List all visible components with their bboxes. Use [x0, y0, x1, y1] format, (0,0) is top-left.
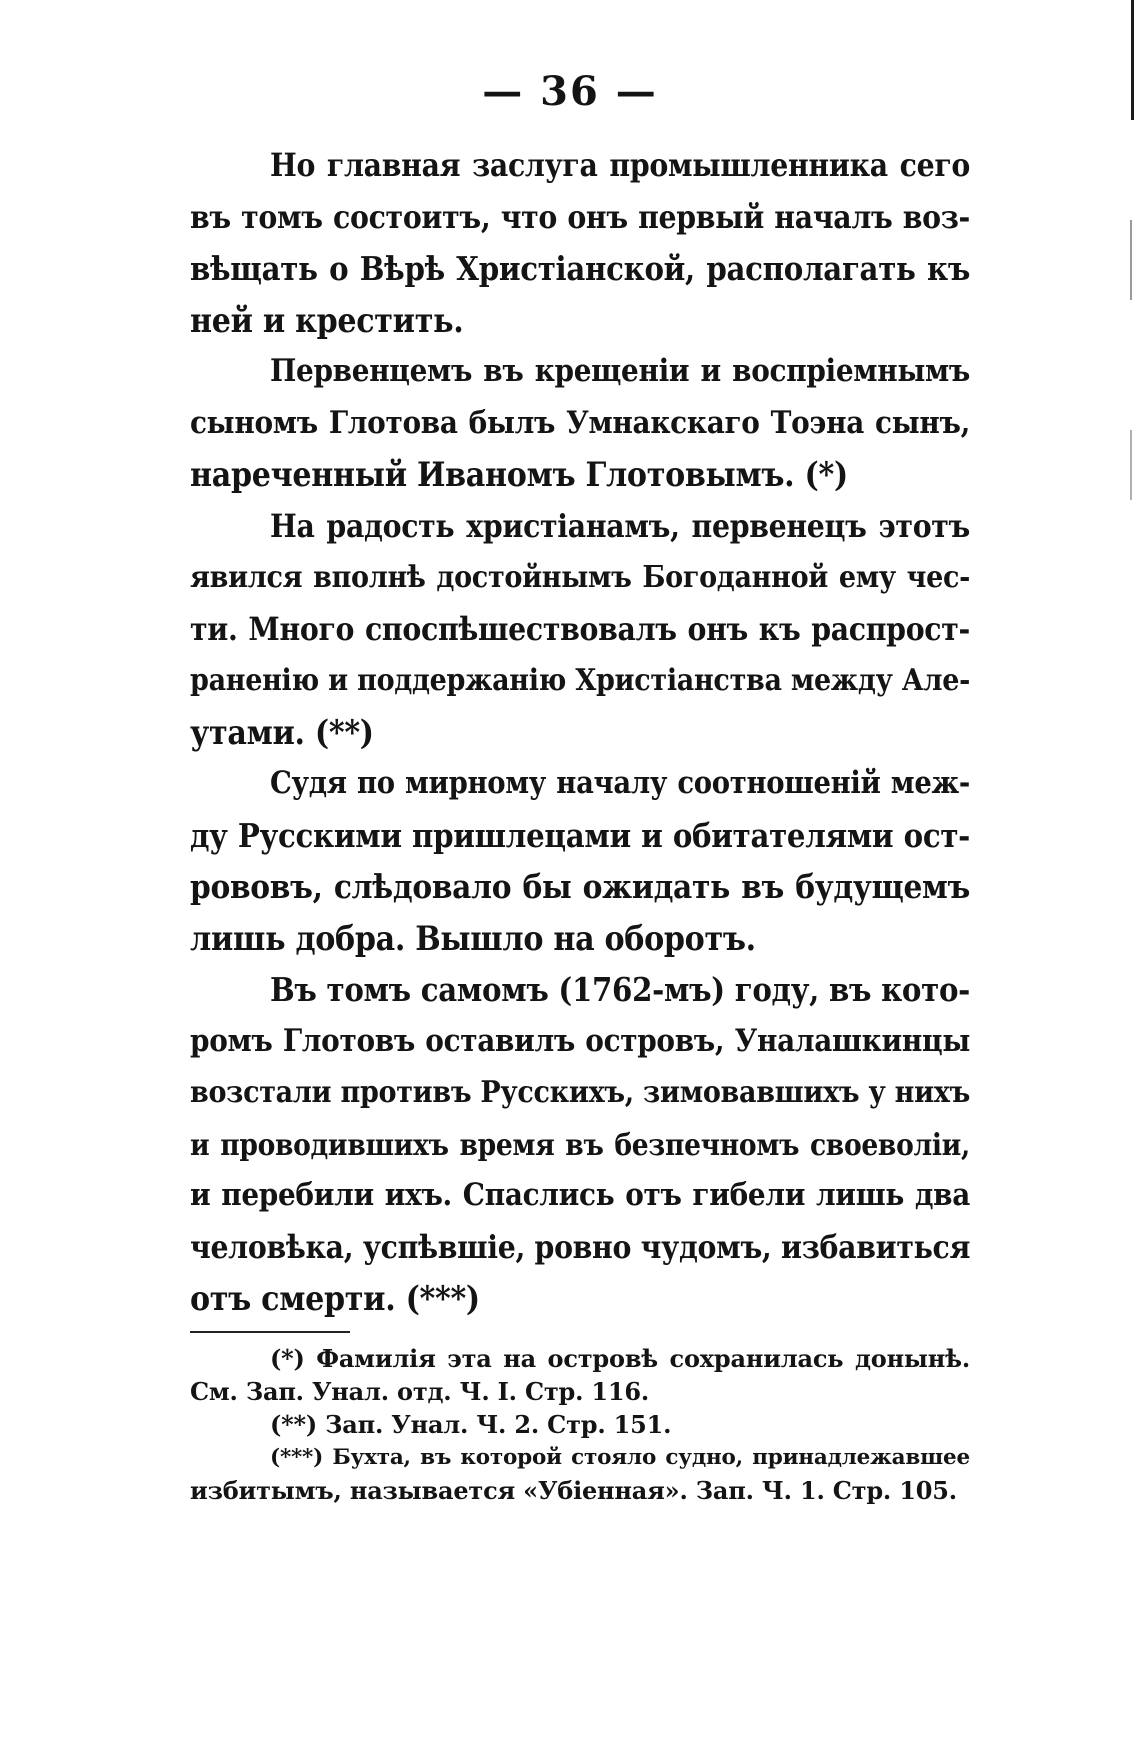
text-line: рововъ, слѣдовало бы ожидать въ будущемъ: [190, 867, 970, 906]
text-line: Въ томъ самомъ (1762-мъ) году, въ кото-: [270, 970, 970, 1009]
text-line: вѣщать о Вѣрѣ Христіанской, располагать къ: [190, 249, 970, 288]
text-line: и проводившихъ время въ безпечномъ своеволіи,: [190, 1126, 970, 1162]
text-line: человѣка, успѣвшіе, ровно чудомъ, избавиться: [190, 1228, 971, 1266]
footnote-line: (***) Бухта, въ которой стояло судно, принадлежавшее: [270, 1445, 970, 1470]
footnote-line: (**) Зап. Унал. Ч. 2. Стр. 151.: [270, 1410, 672, 1439]
page-edge-mark: [1130, 430, 1132, 500]
footnotes: [190, 1342, 970, 1507]
text-line: нареченный Иваномъ Глотовымъ. (*): [190, 455, 848, 494]
text-line: ти. Много споспѣшествовалъ онъ къ распрост-: [190, 610, 970, 648]
footnote-line: избитымъ, называется «Убіенная». Зап. Ч. 1. Стр. 105.: [190, 1476, 957, 1505]
footnote-line: (*) Фамилія эта на островѣ сохранилась донынѣ.: [270, 1344, 970, 1373]
text-line: отъ смерти. (***): [190, 1279, 480, 1318]
text-line: На радость христіанамъ, первенецъ этотъ: [270, 507, 970, 545]
text-line: въ томъ состоитъ, что онъ первый началъ воз-: [190, 198, 970, 236]
text-line: Первенцемъ въ крещеніи и воспріемнымъ: [270, 353, 970, 389]
text-line: раненію и поддержанію Христіанства между Але-: [190, 663, 970, 698]
text-line: возстали противъ Русскихъ, зимовавшихъ у нихъ: [190, 1075, 970, 1110]
footnote-divider: [190, 1331, 350, 1333]
text-line: ромъ Глотовъ оставилъ островъ, Уналашкинцы: [190, 1022, 970, 1059]
text-line: явился вполнѣ достойнымъ Богоданной ему чес-: [190, 560, 970, 595]
text-line: Но главная заслуга промышленника сего: [270, 147, 970, 184]
text-line: ду Русскими пришлецами и обитателями ост-: [190, 815, 970, 855]
footnote-line: См. Зап. Унал. отд. Ч. I. Стр. 116.: [190, 1377, 650, 1406]
body-text: [190, 140, 970, 1325]
page-edge-mark: [1130, 220, 1132, 300]
text-line: сыномъ Глотова былъ Умнакскаго Тоэна сынъ,: [190, 404, 970, 441]
text-line: и перебили ихъ. Спаслись отъ гибели лишь два: [190, 1177, 970, 1213]
text-line: лишь добра. Вышло на оборотъ.: [190, 918, 756, 958]
page-number: — 36 —: [482, 68, 658, 115]
text-line: Судя по мирному началу соотношеній меж-: [270, 765, 970, 801]
text-line: ней и крестить.: [190, 300, 464, 340]
text-line: утами. (**): [190, 712, 374, 752]
